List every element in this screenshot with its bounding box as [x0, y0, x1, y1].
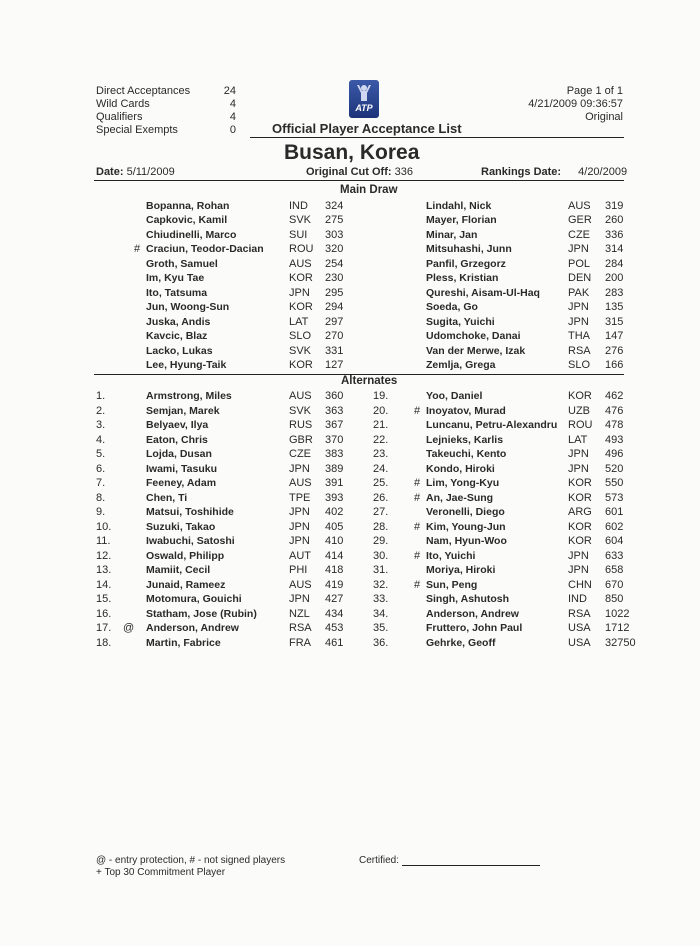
entry-number: 13.	[96, 564, 112, 576]
player-rank: 283	[605, 286, 624, 299]
summary-label: Wild Cards	[96, 98, 150, 110]
player-name: Van der Merwe, Izak	[426, 344, 526, 357]
entry-mark: #	[414, 520, 421, 533]
player-country: JPN	[289, 506, 310, 518]
date-value: 5/11/2009	[126, 166, 175, 178]
player-name: Eaton, Chris	[146, 433, 208, 446]
entry-number: 26.	[373, 491, 389, 504]
player-name: Anderson, Andrew	[426, 607, 519, 620]
player-name: Minar, Jan	[426, 228, 478, 241]
player-name: Mamiit, Cecil	[146, 564, 211, 576]
player-name: Martin, Fabrice	[146, 636, 221, 649]
player-country: POL	[568, 257, 591, 270]
alternates-rule	[94, 374, 624, 375]
player-name: Ito, Yuichi	[426, 549, 476, 562]
player-country: ARG	[568, 506, 592, 518]
player-country: SUI	[289, 228, 308, 241]
player-row	[0, 404, 700, 418]
player-row	[0, 520, 700, 534]
player-country: KOR	[568, 477, 592, 489]
player-country: JPN	[568, 301, 589, 314]
entry-number: 34.	[373, 607, 389, 620]
entry-mark: @	[123, 622, 135, 634]
player-name: An, Jae-Sung	[426, 491, 494, 504]
player-rank: 127	[325, 358, 344, 371]
entry-number: 16.	[96, 607, 112, 620]
player-rank: 200	[605, 272, 624, 285]
date-row	[96, 166, 175, 178]
entry-number: 17.	[96, 622, 112, 634]
player-row	[0, 491, 700, 505]
player-country: JPN	[289, 462, 310, 475]
player-row	[0, 534, 700, 548]
player-country: RSA	[568, 607, 591, 620]
entry-number: 1.	[96, 390, 106, 402]
player-name: Lacko, Lukas	[146, 344, 213, 357]
summary-value: 4	[229, 111, 236, 123]
player-rank: 389	[325, 462, 344, 475]
player-country: NZL	[289, 607, 310, 620]
entry-number: 5.	[96, 448, 106, 460]
player-row	[0, 358, 700, 372]
player-name: Groth, Samuel	[146, 257, 218, 270]
player-row	[0, 462, 700, 476]
player-name: Nam, Hyun-Woo	[426, 535, 507, 547]
player-name: Panfil, Grzegorz	[426, 257, 506, 270]
entry-mark: #	[134, 243, 141, 256]
player-country: UZB	[568, 404, 590, 417]
player-name: Yoo, Daniel	[426, 390, 483, 402]
player-rank: 393	[325, 491, 344, 504]
player-rank: 670	[605, 578, 624, 591]
player-row	[0, 505, 700, 519]
entry-number: 7.	[96, 477, 106, 489]
player-rank: 360	[325, 390, 344, 402]
player-rank: 319	[605, 200, 624, 212]
player-name: Singh, Ashutosh	[426, 593, 510, 605]
player-name: Iwabuchi, Satoshi	[146, 535, 235, 547]
player-rank: 295	[325, 286, 344, 299]
player-name: Jun, Woong-Sun	[146, 301, 230, 314]
cutoff-value: 336	[394, 166, 413, 178]
header-rule	[94, 180, 624, 181]
entry-number: 23.	[373, 448, 389, 460]
player-name: Statham, Jose (Rubin)	[146, 607, 257, 620]
entry-number: 24.	[373, 462, 389, 475]
player-country: JPN	[568, 549, 589, 562]
player-country: AUS	[289, 390, 312, 402]
player-name: Belyaev, Ilya	[146, 419, 209, 431]
player-rank: 275	[325, 214, 344, 227]
player-country: AUT	[289, 549, 311, 562]
entry-mark: #	[414, 477, 421, 489]
player-row	[0, 257, 700, 271]
atp-logo	[349, 80, 379, 118]
player-row	[0, 447, 700, 461]
player-country: KOR	[289, 301, 313, 314]
player-country: RSA	[289, 622, 312, 634]
player-country: JPN	[568, 448, 589, 460]
player-name: Matsui, Toshihide	[146, 506, 234, 518]
entry-mark: #	[414, 404, 421, 417]
player-rank: 418	[325, 564, 344, 576]
player-name: Kondo, Hiroki	[426, 462, 495, 475]
player-rank: 324	[325, 200, 344, 212]
player-country: SVK	[289, 344, 312, 357]
player-country: CZE	[289, 448, 311, 460]
cutoff-row	[306, 166, 413, 178]
player-rank: 363	[325, 404, 344, 417]
player-name: Juska, Andis	[146, 315, 211, 328]
entry-mark: #	[414, 491, 421, 504]
player-rank: 1712	[605, 622, 630, 634]
player-row	[0, 315, 700, 329]
player-name: Udomchoke, Danai	[426, 330, 521, 343]
player-country: KOR	[289, 358, 313, 371]
player-country: ROU	[289, 243, 314, 256]
player-rank: 314	[605, 243, 624, 256]
entry-number: 20.	[373, 404, 389, 417]
player-rank: 331	[325, 344, 344, 357]
player-name: Lindahl, Nick	[426, 200, 492, 212]
player-name: Kim, Young-Jun	[426, 520, 506, 533]
player-row	[0, 199, 700, 213]
version-label: Original	[585, 111, 623, 123]
player-rank: 135	[605, 301, 624, 314]
player-rank: 633	[605, 549, 624, 562]
player-rank: 284	[605, 257, 624, 270]
player-row	[0, 418, 700, 432]
player-name: Lee, Hyung-Taik	[146, 358, 227, 371]
player-country: RSA	[568, 344, 591, 357]
player-country: ROU	[568, 419, 593, 431]
entry-number: 10.	[96, 520, 112, 533]
svg-text:ATP: ATP	[355, 103, 373, 113]
player-country: JPN	[289, 520, 310, 533]
player-rank: 462	[605, 390, 624, 402]
player-rank: 604	[605, 535, 624, 547]
player-country: USA	[568, 636, 591, 649]
player-rank: 297	[325, 315, 344, 328]
player-country: KOR	[568, 535, 592, 547]
player-rank: 294	[325, 301, 344, 314]
player-name: Craciun, Teodor-Dacian	[146, 243, 264, 256]
player-name: Oswald, Philipp	[146, 549, 225, 562]
player-name: Luncanu, Petru-Alexandru	[426, 419, 558, 431]
player-rank: 419	[325, 578, 344, 591]
player-rank: 303	[325, 228, 344, 241]
player-name: Mayer, Florian	[426, 214, 497, 227]
entry-number: 35.	[373, 622, 389, 634]
player-country: KOR	[568, 520, 592, 533]
player-rank: 453	[325, 622, 344, 634]
player-country: JPN	[568, 315, 589, 328]
player-country: AUS	[568, 200, 591, 212]
player-name: Takeuchi, Kento	[426, 448, 507, 460]
player-rank: 520	[605, 462, 624, 475]
entry-mark: #	[414, 549, 421, 562]
player-row	[0, 213, 700, 227]
page-indicator: Page 1 of 1	[566, 85, 623, 97]
timestamp: 4/21/2009 09:36:57	[528, 98, 623, 110]
entry-number: 31.	[373, 564, 389, 576]
player-row	[0, 621, 700, 635]
event-name: Busan, Korea	[284, 141, 420, 164]
player-row	[0, 476, 700, 490]
player-rank: 391	[325, 477, 344, 489]
player-row	[0, 329, 700, 343]
player-name: Zemlja, Grega	[426, 358, 496, 371]
player-rank: 370	[325, 433, 344, 446]
player-name: Lim, Yong-Kyu	[426, 477, 500, 489]
player-rank: 276	[605, 344, 624, 357]
player-country: SLO	[289, 330, 312, 343]
player-country: LAT	[568, 433, 588, 446]
player-name: Im, Kyu Tae	[146, 272, 205, 285]
player-name: Pless, Kristian	[426, 272, 499, 285]
player-name: Lojda, Dusan	[146, 448, 212, 460]
player-name: Suzuki, Takao	[146, 520, 216, 533]
player-row	[0, 636, 700, 650]
rankings-date-label: Rankings Date:	[481, 166, 562, 178]
player-name: Chen, Ti	[146, 491, 188, 504]
player-country: RUS	[289, 419, 313, 431]
player-row	[0, 563, 700, 577]
cutoff-label: Original Cut Off:	[306, 166, 392, 178]
player-rank: 270	[325, 330, 344, 343]
player-country: PAK	[568, 286, 590, 299]
entry-number: 18.	[96, 636, 112, 649]
player-rank: 405	[325, 520, 344, 533]
entry-number: 9.	[96, 506, 106, 518]
player-rank: 260	[605, 214, 624, 227]
player-rank: 461	[325, 636, 344, 649]
player-country: LAT	[289, 315, 309, 328]
player-country: GBR	[289, 433, 313, 446]
player-country: KOR	[289, 272, 313, 285]
entry-number: 28.	[373, 520, 389, 533]
player-rank: 254	[325, 257, 344, 270]
player-name: Veronelli, Diego	[426, 506, 505, 518]
player-rank: 496	[605, 448, 624, 460]
rankings-date-row	[481, 166, 627, 178]
player-country: GER	[568, 214, 592, 227]
player-name: Armstrong, Miles	[146, 390, 232, 402]
entry-number: 14.	[96, 578, 112, 591]
player-country: SLO	[568, 358, 591, 371]
summary-value: 0	[229, 124, 236, 136]
entry-number: 36.	[373, 636, 389, 649]
entry-mark: #	[414, 578, 421, 591]
player-row	[0, 228, 700, 242]
player-rank: 402	[325, 506, 344, 518]
player-country: TPE	[289, 491, 311, 504]
entry-number: 30.	[373, 549, 389, 562]
player-country: USA	[568, 622, 591, 634]
player-name: Inoyatov, Murad	[426, 404, 506, 417]
player-row	[0, 592, 700, 606]
player-name: Moriya, Hiroki	[426, 564, 496, 576]
entry-number: 4.	[96, 433, 106, 446]
player-name: Feeney, Adam	[146, 477, 217, 489]
date-label: Date:	[96, 166, 124, 178]
entry-number: 3.	[96, 419, 106, 431]
player-rank: 601	[605, 506, 624, 518]
legend-entry-protection: @ - entry protection, # - not signed players	[96, 855, 286, 866]
player-rank: 414	[325, 549, 344, 562]
entry-number: 21.	[373, 419, 389, 431]
entry-number: 6.	[96, 462, 106, 475]
player-rank: 427	[325, 593, 344, 605]
player-rank: 147	[605, 330, 624, 343]
entry-number: 15.	[96, 593, 112, 605]
player-name: Mitsuhashi, Junn	[426, 243, 512, 256]
player-country: FRA	[289, 636, 311, 649]
entry-number: 33.	[373, 593, 389, 605]
player-name: Capkovic, Kamil	[146, 214, 228, 227]
player-row	[0, 433, 700, 447]
player-row	[0, 344, 700, 358]
player-rank: 32750	[605, 636, 636, 649]
player-row	[0, 389, 700, 403]
player-name: Gehrke, Geoff	[426, 636, 496, 649]
player-rank: 850	[605, 593, 624, 605]
player-country: KOR	[568, 390, 592, 402]
player-country: THA	[568, 330, 590, 343]
player-rank: 336	[605, 228, 624, 241]
player-rank: 550	[605, 477, 624, 489]
player-name: Anderson, Andrew	[146, 622, 239, 634]
entry-number: 19.	[373, 390, 389, 402]
player-row	[0, 271, 700, 285]
title-rule	[250, 137, 624, 138]
player-name: Bopanna, Rohan	[146, 200, 230, 212]
summary-label: Special Exempts	[96, 124, 178, 136]
entry-number: 11.	[96, 535, 111, 547]
player-rank: 658	[605, 564, 624, 576]
player-rank: 320	[325, 243, 344, 256]
player-country: IND	[568, 593, 587, 605]
player-rank: 230	[325, 272, 344, 285]
alternates-heading: Alternates	[341, 375, 398, 387]
main-draw-heading: Main Draw	[340, 184, 398, 196]
player-name: Chiudinelli, Marco	[146, 228, 237, 241]
player-country: JPN	[568, 243, 589, 256]
player-country: DEN	[568, 272, 592, 285]
player-country: JPN	[289, 286, 310, 299]
player-row	[0, 549, 700, 563]
player-country: AUS	[289, 578, 312, 591]
player-country: CHN	[568, 578, 592, 591]
entry-number: 25.	[373, 477, 389, 489]
entry-number: 2.	[96, 404, 106, 417]
player-country: CZE	[568, 228, 590, 241]
player-rank: 367	[325, 419, 344, 431]
player-country: PHI	[289, 564, 308, 576]
summary-label: Qualifiers	[96, 111, 143, 123]
player-row	[0, 578, 700, 592]
player-rank: 410	[325, 535, 344, 547]
entry-number: 29.	[373, 535, 389, 547]
player-rank: 383	[325, 448, 344, 460]
player-name: Iwami, Tasuku	[146, 462, 217, 475]
player-rank: 315	[605, 315, 624, 328]
player-rank: 476	[605, 404, 624, 417]
player-name: Soeda, Go	[426, 301, 478, 314]
player-rank: 478	[605, 419, 624, 431]
list-title: Official Player Acceptance List	[272, 121, 462, 136]
player-country: IND	[289, 200, 308, 212]
entry-number: 12.	[96, 549, 112, 562]
rankings-date-value: 4/20/2009	[578, 166, 628, 178]
player-row	[0, 242, 700, 256]
summary-value: 4	[229, 98, 236, 110]
player-rank: 1022	[605, 607, 630, 620]
player-country: JPN	[568, 564, 589, 576]
player-country: AUS	[289, 257, 312, 270]
legend-top30: + Top 30 Commitment Player	[96, 867, 226, 878]
player-name: Ito, Tatsuma	[146, 286, 208, 299]
player-country: JPN	[568, 462, 589, 475]
summary-label: Direct Acceptances	[96, 85, 191, 97]
player-row	[0, 607, 700, 621]
player-name: Sun, Peng	[426, 578, 478, 591]
player-name: Sugita, Yuichi	[426, 315, 495, 328]
player-country: AUS	[289, 477, 312, 489]
player-name: Fruttero, John Paul	[426, 622, 523, 634]
entry-number: 22.	[373, 433, 389, 446]
player-rank: 573	[605, 491, 624, 504]
player-name: Qureshi, Aisam-Ul-Haq	[426, 286, 540, 299]
signature-line	[402, 865, 540, 866]
player-rank: 602	[605, 520, 624, 533]
entry-number: 32.	[373, 578, 389, 591]
atp-player-icon	[349, 80, 379, 118]
player-rank: 434	[325, 607, 344, 620]
player-row	[0, 300, 700, 314]
entry-number: 8.	[96, 491, 106, 504]
player-name: Semjan, Marek	[146, 404, 220, 417]
player-country: JPN	[289, 535, 310, 547]
player-country: SVK	[289, 404, 312, 417]
player-name: Motomura, Gouichi	[146, 593, 242, 605]
player-country: SVK	[289, 214, 312, 227]
player-country: JPN	[289, 593, 310, 605]
player-country: KOR	[568, 491, 592, 504]
player-name: Kavcic, Blaz	[146, 330, 208, 343]
entry-number: 27.	[373, 506, 389, 518]
player-name: Junaid, Rameez	[146, 578, 226, 591]
player-name: Lejnieks, Karlis	[426, 433, 504, 446]
player-rank: 493	[605, 433, 624, 446]
summary-value: 24	[223, 85, 236, 97]
certified-label: Certified:	[359, 855, 400, 866]
player-row	[0, 286, 700, 300]
player-rank: 166	[605, 358, 624, 371]
